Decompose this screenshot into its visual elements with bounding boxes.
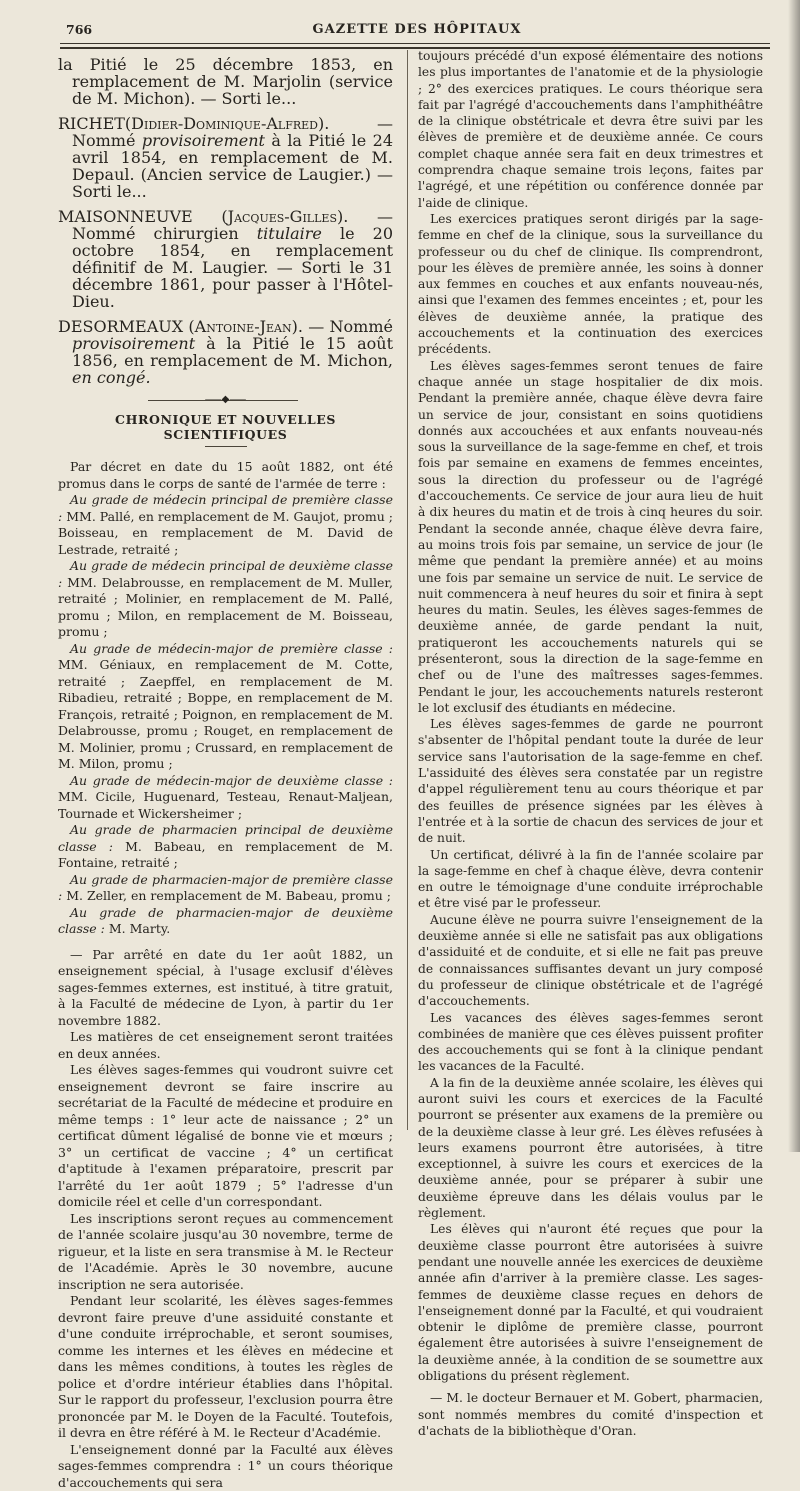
page-header <box>52 22 782 44</box>
grade-paragraph: Au grade de médecin-major de deuxième classe : MM. Cicile, Huguenard, Testeau, Renaut-Maljean, Tournade et Wickersheimer ; <box>58 773 393 823</box>
left-column <box>58 56 393 1491</box>
paragraph: Les élèves sages-femmes qui voudront suivre cet enseignement devront se faire inscrire au secrétariat de la Faculté de médecine et produire en même temps : 1° leur acte de naissance ; 2° un certificat dûment légalisé de bonne vie et mœurs ; 3° un certificat de vaccine ; 4° un certificat d'aptitude à l'examen préparatoire, prescrit par l'arrêté du 1er août 1879 ; 5° l'adresse d'un domicile réel et celle d'un correspondant. <box>58 1062 393 1211</box>
entry-surname: MAISONNEUVE <box>58 207 193 226</box>
paragraph: Les exercices pratiques seront dirigés par la sage-femme en chef de la clinique, sous la surveillance du professeur ou du chef de clinique. Ils comprendront, pour les élèves de première année, les soins à donner aux femmes en couches et aux enfants nouveau-nés, ainsi que l'examen des femmes enceintes ; et, pour les élèves de deuxième année, la pratique des accouchements et la continuation des exercices précédents. <box>418 211 763 358</box>
page-number: 766 <box>66 22 92 37</box>
entry-given-names: (Didier-Dominique-Alfred). <box>125 114 329 133</box>
column-divider <box>407 50 408 1130</box>
section-title: CHRONIQUE ET NOUVELLES SCIENTIFIQUES <box>58 412 393 442</box>
paragraph: — M. le docteur Bernauer et M. Gobert, pharmacien, sont nommés membres du comité d'inspection et d'achats de la bibliothèque d'Oran. <box>418 1390 763 1439</box>
grade-paragraph: Au grade de pharmacien-major de deuxième classe : M. Marty. <box>58 905 393 938</box>
section-rule <box>205 446 247 447</box>
header-rule-thin <box>60 43 770 44</box>
paragraph: Les matières de cet enseignement seront traitées en deux années. <box>58 1029 393 1062</box>
grade-paragraph: Au grade de pharmacien-major de première classe : M. Zeller, en remplacement de M. Babeau, promu ; <box>58 872 393 905</box>
paragraph: Un certificat, délivré à la fin de l'année scolaire par la sage-femme en chef à chaque élève, devra contenir en outre le témoignage d'une conduite irréprochable et être visé par le professeur. <box>418 847 763 912</box>
entry-given-names: (Antoine-Jean). <box>188 317 303 336</box>
paragraph: Les élèves sages-femmes seront tenues de faire chaque année un stage hospitalier de dix mois. Pendant la première année, chaque élève devra faire un service de jour, consistant en soins quotidiens donnés aux accouchées et aux enfants nouveau-nés sous la surveillance de la sage-femme en chef, et trois fois par semaine en examens de femmes enceintes, sous la direction du professeur ou de l'agrégé d'accouchements. Ce service de jour aura lieu de huit à dix heures du matin et de trois à cinq heures du soir. Pendant la seconde année, chaque élève devra faire, au moins trois fois par semaine, un service de jour (le même que pendant la première année) et au moins une fois par semaine un service de nuit. Le service de nuit commencera à neuf heures du soir et finira à sept heures du matin. Seules, les élèves sages-femmes de deuxième année, de garde pendant la nuit, pratiqueront les accouchements naturels qui se présenteront, sous la direction de la sage-femme en chef ou de l'une des maîtresses sages-femmes. Pendant le jour, les accouchements naturels resteront le lot exclusif des étudiants en médecine. <box>418 358 763 717</box>
paragraph: toujours précédé d'un exposé élémentaire des notions les plus importantes de l'anatomie et de la physiologie ; 2° des exercices pratiques. Le cours théorique sera fait par l'agrégé d'accouchements dans l'amphithéâtre de la clinique obstétricale et devra être suivi par les élèves de première et de deuxième année. Ce cours complet chaque année sera fait en deux trimestres et comprendra chaque semaine trois leçons, faites par l'agrégé, et une répétition ou conférence donnée par l'aide de clinique. <box>418 48 763 211</box>
paragraph: Aucune élève ne pourra suivre l'enseignement de la deuxième année si elle ne satisfait pas aux obligations d'assiduité et de conduite, et si elle ne fait pas preuve de connaissances suffisantes devant un jury composé du professeur de clinique obstétricale et de l'agrégé d'accouchements. <box>418 912 763 1010</box>
paragraph: Les élèves sages-femmes de garde ne pourront s'absenter de l'hôpital pendant toute la durée de leur service sans l'autorisation de la sage-femme en chef. L'assiduité des élèves sera constatée par un registre d'appel régulièrement tenu au cours théorique et par des feuilles de présence signées par les élèves à l'entrée et à la sortie de chacun des services de jour et de nuit. <box>418 716 763 846</box>
page-edge-shadow <box>788 0 800 1152</box>
staff-entry: MAISONNEUVE (Jacques-Gilles). — Nommé chirurgien titulaire le 20 octobre 1854, en remplacement définitif de M. Laugier. — Sorti le 31 décembre 1861, pour passer à l'Hôtel-Dieu. <box>58 208 393 310</box>
paragraph: Les inscriptions seront reçues au commencement de l'année scolaire jusqu'au 30 novembre, terme de rigueur, et la liste en sera transmise à M. le Recteur de l'Académie. Après le 30 novembre, aucune inscription ne sera autorisée. <box>58 1211 393 1294</box>
paragraph: A la fin de la deuxième année scolaire, les élèves qui auront suivi les cours et exercices de la Faculté pourront se présenter aux examens de la première ou de la deuxième classe à leur gré. Les élèves refusées à leurs examens pourront être autorisées, à titre exceptionnel, à suivre les cours et exercices de la deuxième année, pour se préparer à subir une deuxième épreuve dans les délais voulus par le règlement. <box>418 1075 763 1222</box>
grade-paragraph: Au grade de médecin-major de première classe : MM. Géniaux, en remplacement de M. Cotte, retraité ; Zaepffel, en remplacement de M. Ribadieu, retraité ; Boppe, en remplacement de M. François, retraité ; Poignon, en remplacement de M. Delabrousse, promu ; Rouget, en remplacement de M. Molinier, promu ; Crussard, en remplacement de M. Milon, promu ; <box>58 641 393 773</box>
grade-paragraph: Au grade de pharmacien principal de deuxième classe : M. Babeau, en remplacement de M. Fontaine, retraité ; <box>58 822 393 872</box>
staff-entry: RICHET(Didier-Dominique-Alfred). — Nommé provisoirement à la Pitié le 24 avril 1854, en remplacement de M. Depaul. (Ancien service de Laugier.) — Sorti le... <box>58 115 393 200</box>
entry-surname: DESORMEAUX <box>58 317 183 336</box>
paragraph: Pendant leur scolarité, les élèves sages-femmes devront faire preuve d'une assiduité constante et d'une conduite irréprochable, et seront soumises, comme les internes et les élèves en médecine et dans les mêmes conditions, à toutes les règles de police et d'ordre intérieur établies dans l'hôpital. Sur le rapport du professeur, l'exclusion pourra être prononcée par M. le Doyen de la Faculté. Toutefois, il devra en être référé à M. le Recteur d'Académie. <box>58 1293 393 1442</box>
right-column <box>418 48 763 1439</box>
paragraph: — Par arrêté en date du 1er août 1882, un enseignement spécial, à l'usage exclusif d'élèves sages-femmes externes, est institué, à titre gratuit, à la Faculté de médecine de Lyon, à partir du 1er novembre 1882. <box>58 947 393 1030</box>
staff-entry: DESORMEAUX (Antoine-Jean). — Nommé provisoirement à la Pitié le 15 août 1856, en remplacement de M. Michon, en congé. <box>58 318 393 386</box>
entry-given-names: (Jacques-Gilles). <box>221 207 348 226</box>
journal-title: GAZETTE DES HÔPITAUX <box>52 22 782 37</box>
staff-entry: la Pitié le 25 décembre 1853, en remplacement de M. Marjolin (service de M. Michon). — Sorti le... <box>58 56 393 107</box>
grade-paragraph: Au grade de médecin principal de deuxième classe : MM. Delabrousse, en remplacement de M. Muller, retraité ; Molinier, en remplacement de M. Pallé, promu ; Milon, en remplacement de M. Boisseau, promu ; <box>58 558 393 641</box>
ornament-glyph: ⸺◆⸺ <box>58 394 393 406</box>
paragraph: Les vacances des élèves sages-femmes seront combinées de manière que ces élèves puissent profiter des accouchements qui se font à la clinique pendant les vacances de la Faculté. <box>418 1010 763 1075</box>
ornamental-divider <box>58 394 393 406</box>
entry-surname: RICHET <box>58 114 125 133</box>
paragraph: L'enseignement donné par la Faculté aux élèves sages-femmes comprendra : 1° un cours théorique d'accouchements qui sera <box>58 1442 393 1491</box>
paragraph: Les élèves qui n'auront été reçues que pour la deuxième classe pourront être autorisées à suivre pendant une nouvelle année les exercices de deuxième année afin d'arriver à la première classe. Les sages-femmes de deuxième classe reçues en dehors de l'enseignement donné par la Faculté, et qui voudraient obtenir le diplôme de première classe, pourront également être autorisées à suivre l'enseignement de la deuxième année, à la condition de se soumettre aux obligations du présent règlement. <box>418 1221 763 1384</box>
grade-paragraph: Au grade de médecin principal de première classe : MM. Pallé, en remplacement de M. Gaujot, promu ; Boisseau, en remplacement de M. David de Lestrade, retraité ; <box>58 492 393 558</box>
paragraph: Par décret en date du 15 août 1882, ont été promus dans le corps de santé de l'armée de terre : <box>58 459 393 492</box>
